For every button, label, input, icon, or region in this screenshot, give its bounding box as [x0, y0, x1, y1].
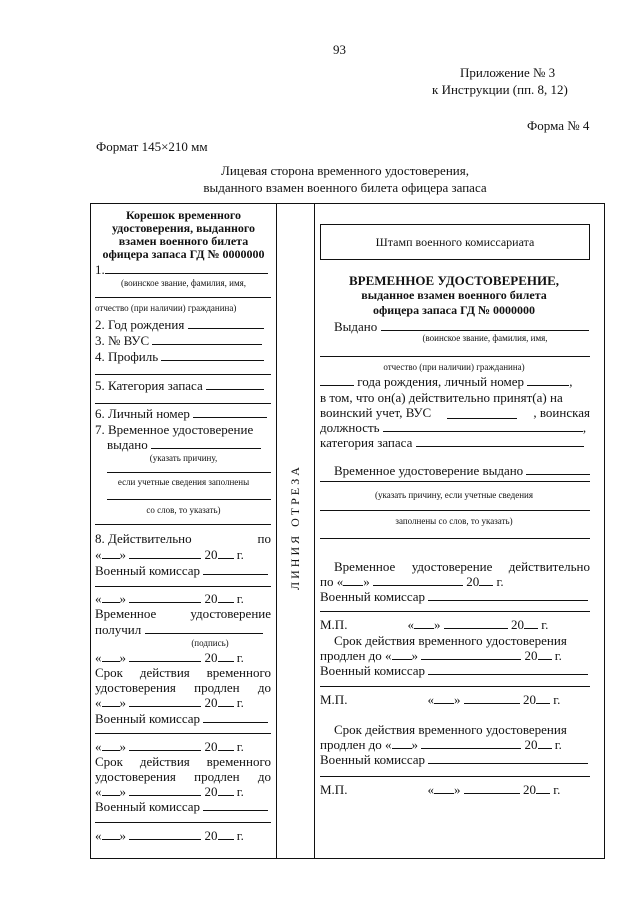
stub-extend1-line1: Срок действия временного — [95, 665, 271, 680]
main-extend2-date: продлен до « » 20 г. — [320, 737, 562, 752]
main-hint-reason: (указать причину, если учетные сведения — [375, 490, 533, 500]
stub-personal-number: 6. Личный номер — [95, 406, 267, 422]
stub-received-line: получил — [95, 622, 263, 638]
stub-commissar1-date: « » 20 г. — [95, 591, 244, 606]
stub-extend2-line1: Срок действия временного — [95, 754, 271, 769]
stub-commissar2-date: « » 20 г. — [95, 739, 244, 754]
main-birth: года рождения, личный номер , — [320, 374, 573, 390]
stub-birth: 2. Год рождения — [95, 317, 264, 333]
main-registered: в том, что он(а) действительно принят(а) на — [320, 390, 563, 405]
doc-title-line2: выданного взамен военного билета офицера запаса — [203, 180, 487, 195]
doc-title-line1: Лицевая сторона временного удостоверения, — [221, 163, 469, 178]
page-number: 93 — [333, 42, 346, 57]
stub-category: 5. Категория запаса — [95, 378, 264, 394]
stub-item1: 1. — [95, 262, 268, 278]
stub-valid: 8. Действительно по — [95, 531, 271, 546]
stub-cert-line2: выдано — [107, 437, 261, 453]
stub-extend2-date: « » 20 г. — [95, 784, 244, 799]
main-commissar1: Военный комиссар — [320, 589, 588, 605]
main-issued: Выдано — [334, 319, 589, 335]
stub-received-date: « » 20 г. — [95, 650, 244, 665]
appendix-line1: Приложение № 3 — [460, 65, 556, 80]
stub-hint-reason: (указать причину, — [149, 453, 218, 463]
main-commissar2: Военный комиссар — [320, 663, 588, 679]
main-hint2: отчество (при наличии) гражданина) — [383, 362, 525, 372]
stub-commissar2: Военный комиссар — [95, 711, 268, 727]
main-commissar3: Военный комиссар — [320, 752, 588, 768]
main-extend1: Срок действия временного удостоверения — [334, 633, 567, 648]
stub-commissar1: Военный комиссар — [95, 563, 268, 579]
main-hint-filled: заполнены со слов, то указать) — [395, 516, 513, 526]
main-position: должность , — [320, 420, 587, 435]
stub-hint-if1: если учетные сведения заполнены — [117, 477, 250, 487]
stub-commissar3: Военный комиссар — [95, 799, 268, 815]
stub-valid-date: « » 20 г. — [95, 547, 244, 562]
stamp-label: Штамп военного комиссариата — [375, 235, 535, 249]
main-heading: ВРЕМЕННОЕ УДОСТОВЕРЕНИЕ, выданное взамен военного билета офицера запаса ГД № 0000000 — [348, 273, 560, 317]
main-category: категория запаса — [320, 435, 584, 451]
main-mp3: М.П. « » 20 г. — [320, 782, 561, 797]
stub-commissar3-date: « » 20 г. — [95, 828, 244, 843]
stub-extend1-date: « » 20 г. — [95, 695, 244, 710]
appendix-line2: к Инструкции (пп. 8, 12) — [432, 82, 568, 97]
main-mp2: М.П. « » 20 г. — [320, 692, 561, 707]
main-mp1: М.П. « » 20 г. — [320, 617, 549, 632]
main-extend1-date: продлен до « » 20 г. — [320, 648, 562, 663]
cut-divider — [314, 203, 315, 859]
form-number: Форма № 4 — [527, 118, 590, 133]
main-extend2: Срок действия временного удостоверения — [334, 722, 567, 737]
main-vus: воинский учет, ВУС , воинская — [320, 405, 590, 420]
stub-signature-hint: (подпись) — [191, 638, 229, 648]
stub-extend1-line2: удостоверения продлен до — [95, 680, 271, 695]
stub-hint-if2: со слов, то указать) — [146, 505, 221, 515]
main-issued-cert: Временное удостоверение выдано — [334, 463, 590, 479]
stub-header: Корешок временного удостоверения, выданного взамен военного билета офицера запаса ГД № 0000000 — [102, 208, 265, 261]
main-valid: Временное удостоверение действительно — [334, 559, 590, 574]
main-hint1: (воинское звание, фамилия, имя, — [422, 333, 548, 343]
stub-extend2-line2: удостоверения продлен до — [95, 769, 271, 784]
stub-received: Временное удостоверение — [95, 606, 271, 621]
stamp-box — [320, 224, 590, 260]
stub-hint2: отчество (при наличии) гражданина) — [95, 303, 237, 313]
stub-profile: 4. Профиль — [95, 349, 264, 365]
stub-hint1: (воинское звание, фамилия, имя, — [120, 278, 247, 288]
main-valid-date: по « » 20 г. — [320, 574, 504, 589]
stub-cert-line1: 7. Временное удостоверение — [95, 422, 254, 437]
format-label: Формат 145×210 мм — [96, 139, 208, 154]
stub-divider — [276, 203, 277, 859]
stub-vus: 3. № ВУС — [95, 333, 262, 349]
